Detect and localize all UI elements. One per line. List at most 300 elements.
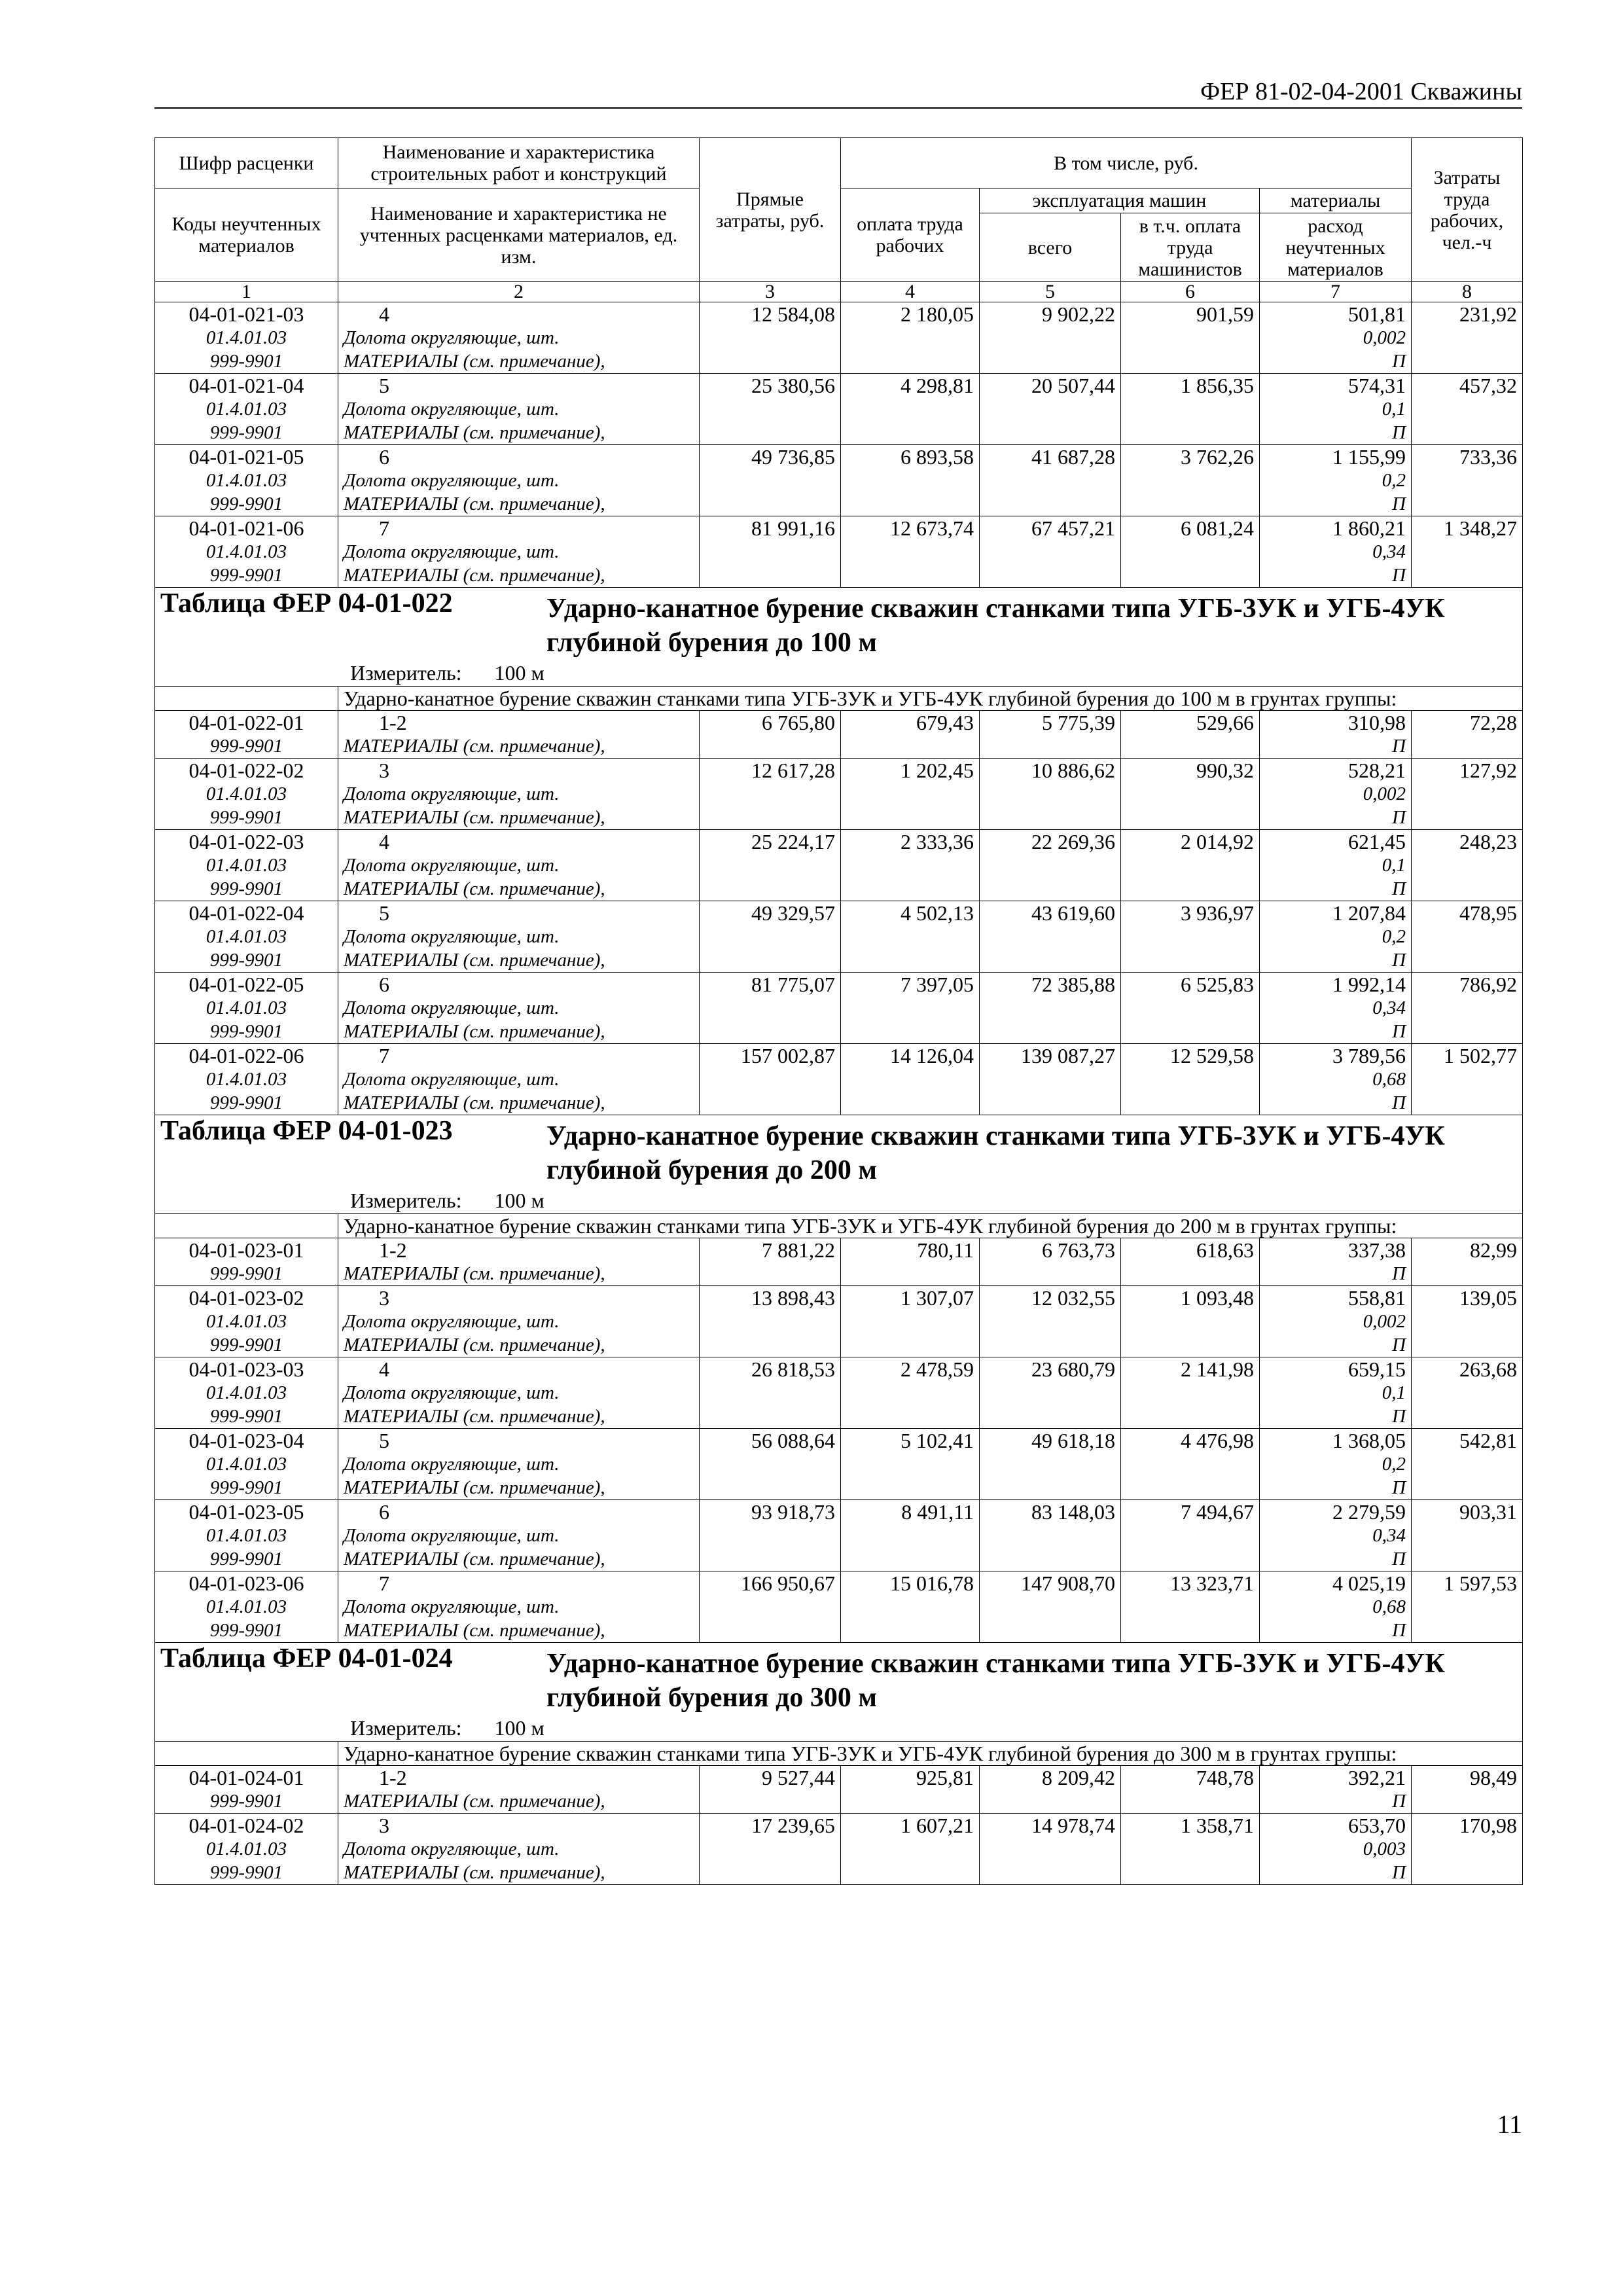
labor-cost: 478,95 [1412,901,1523,973]
material-code: 999-9901 [209,1549,283,1570]
wage-cost: 679,43 [841,711,980,759]
code-cell [155,973,338,1044]
header-machine-total: всего [980,213,1121,282]
material-amount: П [1392,1263,1406,1284]
direct-cost: 166 950,67 [700,1571,841,1643]
name-cell [338,1766,700,1814]
table-row [155,1044,1523,1115]
meter-line [160,1187,1517,1213]
rate-name: 5 [379,1429,389,1452]
rate-code: 04-01-023-02 [188,1286,304,1310]
materials-cell [1260,1357,1412,1429]
machine-wage-cost: 7 494,67 [1121,1500,1260,1571]
wage-cost: 1 307,07 [841,1286,980,1357]
material-name: МАТЕРИАЛЫ (см. примечание), [344,1862,605,1883]
header-name-bottom: Наименование и характеристика не учтенных расценками материалов, ед. изм. [338,188,700,282]
rate-name: 3 [379,1286,389,1310]
wage-cost: 2 478,59 [841,1357,980,1429]
wage-cost: 4 298,81 [841,374,980,445]
material-code: 01.4.01.03 [205,1454,287,1475]
materials-cost: 501,81 [1348,302,1406,326]
wage-cost: 5 102,41 [841,1429,980,1500]
machine-wage-cost: 3 936,97 [1121,901,1260,973]
meter-line [160,660,1517,686]
column-number: 6 [1121,282,1260,302]
machine-wage-cost: 13 323,71 [1121,1571,1260,1643]
material-code: 01.4.01.03 [205,327,287,348]
materials-cost: 1 992,14 [1332,973,1406,996]
name-cell [338,1238,700,1286]
direct-cost: 81 775,07 [700,973,841,1044]
materials-cell [1260,302,1412,374]
code-cell [155,1357,338,1429]
material-name: Долота округляющие, шт. [344,541,560,562]
rate-code: 04-01-022-04 [188,901,304,925]
material-code: 01.4.01.03 [205,399,287,420]
table-row [155,302,1523,374]
rate-name: 4 [379,830,389,853]
material-amount: П [1392,878,1406,899]
material-name: Долота округляющие, шт. [344,1596,560,1617]
materials-cost: 528,21 [1348,759,1406,782]
name-cell [338,1044,700,1115]
rate-code: 04-01-023-04 [188,1429,304,1452]
code-cell [155,516,338,588]
header-code-bottom: Коды неучтенных материалов [155,188,338,282]
code-cell [155,302,338,374]
material-code: 999-9901 [209,1477,283,1498]
column-number: 1 [155,282,338,302]
material-amount: 0,1 [1382,399,1406,420]
table-title-row [155,588,1523,687]
material-code: 01.4.01.03 [205,1596,287,1617]
material-name: Долота округляющие, шт. [344,1525,560,1546]
machine-cost: 8 209,42 [980,1766,1121,1814]
labor-cost: 127,92 [1412,759,1523,830]
material-amount: 0,34 [1372,541,1406,562]
machine-cost: 9 902,22 [980,302,1121,374]
empty-cell [155,1214,338,1238]
machine-cost: 43 619,60 [980,901,1121,973]
table-label: Таблица ФЕР 04-01-023 [160,1116,453,1146]
table-row [155,1286,1523,1357]
column-number: 3 [700,282,841,302]
material-code: 01.4.01.03 [205,1382,287,1403]
rate-code: 04-01-024-02 [188,1814,304,1837]
material-code: 999-9901 [209,1092,283,1113]
table-row [155,1238,1523,1286]
material-amount: 0,002 [1363,327,1406,348]
material-amount: 0,1 [1382,855,1406,876]
labor-cost: 733,36 [1412,445,1523,516]
labor-cost: 248,23 [1412,830,1523,901]
material-code: 999-9901 [209,1335,283,1355]
column-number: 7 [1260,282,1412,302]
name-cell [338,1814,700,1885]
labor-cost: 231,92 [1412,302,1523,374]
direct-cost: 81 991,16 [700,516,841,588]
machine-wage-cost: 3 762,26 [1121,445,1260,516]
material-code: 999-9901 [209,1620,283,1641]
materials-cell [1260,516,1412,588]
rate-name: 6 [379,973,389,996]
machine-wage-cost: 529,66 [1121,711,1260,759]
code-cell [155,711,338,759]
name-cell [338,973,700,1044]
material-name: МАТЕРИАЛЫ (см. примечание), [344,1335,605,1355]
material-code: 999-9901 [209,1406,283,1427]
empty-cell [155,687,338,711]
rate-code: 04-01-021-04 [188,374,304,397]
code-cell [155,901,338,973]
material-code: 999-9901 [209,422,283,443]
machine-wage-cost: 618,63 [1121,1238,1260,1286]
material-name: МАТЕРИАЛЫ (см. примечание), [344,736,605,757]
materials-cell [1260,830,1412,901]
table-row [155,901,1523,973]
column-number: 2 [338,282,700,302]
direct-cost: 26 818,53 [700,1357,841,1429]
page-header: ФЕР 81-02-04-2001 Скважины [154,77,1522,109]
table-row [155,374,1523,445]
machine-cost: 14 978,74 [980,1814,1121,1885]
material-amount: 0,34 [1372,1525,1406,1546]
table-title [155,588,1523,687]
rate-name: 7 [379,1044,389,1067]
machine-wage-cost: 748,78 [1121,1766,1260,1814]
table-row [155,445,1523,516]
table-description: Ударно-канатное бурение скважин станками типа УГБ-3УК и УГБ-4УК глубиной бурения до 300 м в грунтах группы: [338,1742,1523,1766]
materials-cell [1260,1571,1412,1643]
rate-name: 1-2 [379,1766,407,1789]
materials-cell [1260,1429,1412,1500]
material-amount: 0,1 [1382,1382,1406,1403]
wage-cost: 780,11 [841,1238,980,1286]
direct-cost: 7 881,22 [700,1238,841,1286]
material-amount: 0,002 [1363,1311,1406,1332]
machine-cost: 67 457,21 [980,516,1121,588]
machine-cost: 23 680,79 [980,1357,1121,1429]
material-code: 01.4.01.03 [205,541,287,562]
header-materials-sub: расход неучтенных материалов [1260,213,1412,282]
direct-cost: 12 617,28 [700,759,841,830]
machine-cost: 12 032,55 [980,1286,1121,1357]
table-label: Таблица ФЕР 04-01-024 [160,1643,453,1674]
material-name: МАТЕРИАЛЫ (см. примечание), [344,950,605,971]
direct-cost: 13 898,43 [700,1286,841,1357]
rate-name: 7 [379,516,389,540]
materials-cell [1260,445,1412,516]
material-name: Долота округляющие, шт. [344,1311,560,1332]
material-amount: 0,68 [1372,1069,1406,1090]
material-name: Долота округляющие, шт. [344,783,560,804]
table-caption: Ударно-канатное бурение скважин станками типа УГБ-3УК и УГБ-4УК глубиной бурения до 100 м [546,594,1445,658]
machine-wage-cost: 12 529,58 [1121,1044,1260,1115]
meter-value: 100 м [494,661,544,685]
rate-name: 1-2 [379,711,407,734]
table-row [155,711,1523,759]
rate-code: 04-01-022-06 [188,1044,304,1067]
name-cell [338,711,700,759]
rate-code: 04-01-021-05 [188,445,304,469]
code-cell [155,445,338,516]
materials-cell [1260,1286,1412,1357]
column-numbers-row [155,282,1523,302]
labor-cost: 82,99 [1412,1238,1523,1286]
wage-cost: 12 673,74 [841,516,980,588]
material-amount: П [1392,1092,1406,1113]
table-caption: Ударно-канатное бурение скважин станками типа УГБ-3УК и УГБ-4УК глубиной бурения до 300 м [546,1649,1445,1713]
material-name: Долота округляющие, шт. [344,1382,560,1403]
material-name: МАТЕРИАЛЫ (см. примечание), [344,351,605,372]
material-amount: П [1392,1620,1406,1641]
rate-name: 6 [379,1500,389,1524]
name-cell [338,374,700,445]
materials-cell [1260,1814,1412,1885]
labor-cost: 1 348,27 [1412,516,1523,588]
machine-wage-cost: 1 856,35 [1121,374,1260,445]
wage-cost: 6 893,58 [841,445,980,516]
material-code: 01.4.01.03 [205,1839,287,1859]
labor-cost: 1 597,53 [1412,1571,1523,1643]
direct-cost: 12 584,08 [700,302,841,374]
wage-cost: 925,81 [841,1766,980,1814]
machine-wage-cost: 6 081,24 [1121,516,1260,588]
column-number: 5 [980,282,1121,302]
machine-cost: 20 507,44 [980,374,1121,445]
rate-name: 5 [379,374,389,397]
table-row [155,1429,1523,1500]
rate-name: 3 [379,759,389,782]
rate-name: 6 [379,445,389,469]
material-name: МАТЕРИАЛЫ (см. примечание), [344,1620,605,1641]
code-cell [155,759,338,830]
materials-cost: 653,70 [1348,1814,1406,1837]
machine-wage-cost: 6 525,83 [1121,973,1260,1044]
table-label: Таблица ФЕР 04-01-022 [160,588,453,619]
materials-cost: 1 860,21 [1332,516,1406,540]
material-name: МАТЕРИАЛЫ (см. примечание), [344,1092,605,1113]
material-name: Долота округляющие, шт. [344,1069,560,1090]
table-caption: Ударно-канатное бурение скважин станками типа УГБ-3УК и УГБ-4УК глубиной бурения до 200 м [546,1121,1445,1185]
material-amount: П [1392,493,1406,514]
rate-name: 7 [379,1571,389,1595]
material-code: 01.4.01.03 [205,1311,287,1332]
machine-cost: 22 269,36 [980,830,1121,901]
name-cell [338,1286,700,1357]
labor-cost: 457,32 [1412,374,1523,445]
material-amount: 0,003 [1363,1839,1406,1859]
material-code: 999-9901 [209,878,283,899]
material-amount: П [1392,736,1406,757]
code-cell [155,1766,338,1814]
material-code: 01.4.01.03 [205,783,287,804]
material-name: Долота округляющие, шт. [344,997,560,1018]
material-amount: П [1392,1335,1406,1355]
materials-cell [1260,973,1412,1044]
material-amount: П [1392,950,1406,971]
materials-cost: 392,21 [1348,1766,1406,1789]
labor-cost: 98,49 [1412,1766,1523,1814]
table-title-row [155,1115,1523,1214]
machine-wage-cost: 1 093,48 [1121,1286,1260,1357]
machine-cost: 41 687,28 [980,445,1121,516]
materials-cost: 1 155,99 [1332,445,1406,469]
labor-cost: 542,81 [1412,1429,1523,1500]
machine-wage-cost: 990,32 [1121,759,1260,830]
labor-cost: 263,68 [1412,1357,1523,1429]
table-title-row [155,1643,1523,1742]
meter-value: 100 м [494,1716,544,1740]
materials-cell [1260,374,1412,445]
name-cell [338,1357,700,1429]
rate-code: 04-01-023-05 [188,1500,304,1524]
table-title [155,1643,1523,1742]
material-amount: П [1392,1021,1406,1042]
header-direct: Прямые затраты, руб. [700,138,841,282]
material-amount: 0,34 [1372,997,1406,1018]
name-cell [338,830,700,901]
material-amount: П [1392,565,1406,586]
rate-code: 04-01-021-06 [188,516,304,540]
header-materials: материалы [1260,188,1412,213]
rate-code: 04-01-024-01 [188,1766,304,1789]
machine-wage-cost: 2 014,92 [1121,830,1260,901]
material-name: МАТЕРИАЛЫ (см. примечание), [344,1549,605,1570]
material-code: 01.4.01.03 [205,855,287,876]
materials-cost: 2 279,59 [1332,1500,1406,1524]
code-cell [155,1571,338,1643]
material-code: 999-9901 [209,565,283,586]
header-labor: Затраты труда рабочих, чел.-ч [1412,138,1523,282]
material-name: Долота округляющие, шт. [344,327,560,348]
name-cell [338,759,700,830]
description-row [155,687,1523,711]
material-amount: 0,002 [1363,783,1406,804]
machine-wage-cost: 1 358,71 [1121,1814,1260,1885]
material-code: 999-9901 [209,736,283,757]
material-name: МАТЕРИАЛЫ (см. примечание), [344,422,605,443]
rate-code: 04-01-021-03 [188,302,304,326]
header-machine: эксплуатация машин [980,188,1260,213]
labor-cost: 72,28 [1412,711,1523,759]
wage-cost: 7 397,05 [841,973,980,1044]
materials-cost: 1 207,84 [1332,901,1406,925]
material-amount: П [1392,422,1406,443]
labor-cost: 903,31 [1412,1500,1523,1571]
table-row [155,516,1523,588]
material-name: МАТЕРИАЛЫ (см. примечание), [344,1263,605,1284]
table-row [155,1357,1523,1429]
wage-cost: 14 126,04 [841,1044,980,1115]
name-cell [338,516,700,588]
machine-cost: 139 087,27 [980,1044,1121,1115]
rate-name: 1-2 [379,1238,407,1262]
wage-cost: 1 607,21 [841,1814,980,1885]
direct-cost: 25 380,56 [700,374,841,445]
material-amount: П [1392,351,1406,372]
table-row [155,830,1523,901]
meter-line [160,1715,1517,1741]
material-code: 999-9901 [209,950,283,971]
material-amount: 0,2 [1382,470,1406,491]
rate-code: 04-01-022-01 [188,711,304,734]
material-name: МАТЕРИАЛЫ (см. примечание), [344,1477,605,1498]
machine-wage-cost: 4 476,98 [1121,1429,1260,1500]
column-number: 4 [841,282,980,302]
direct-cost: 49 329,57 [700,901,841,973]
materials-cost: 574,31 [1348,374,1406,397]
material-amount: 0,2 [1382,1454,1406,1475]
wage-cost: 8 491,11 [841,1500,980,1571]
name-cell [338,901,700,973]
material-code: 999-9901 [209,1021,283,1042]
machine-cost: 83 148,03 [980,1500,1121,1571]
machine-cost: 72 385,88 [980,973,1121,1044]
machine-wage-cost: 2 141,98 [1121,1357,1260,1429]
material-name: Долота округляющие, шт. [344,855,560,876]
materials-cell [1260,711,1412,759]
material-name: МАТЕРИАЛЫ (см. примечание), [344,878,605,899]
direct-cost: 6 765,80 [700,711,841,759]
materials-cell [1260,1044,1412,1115]
materials-cost: 4 025,19 [1332,1571,1406,1595]
material-code: 01.4.01.03 [205,470,287,491]
table-row [155,759,1523,830]
material-name: МАТЕРИАЛЫ (см. примечание), [344,1791,605,1812]
materials-cost: 337,38 [1348,1238,1406,1262]
empty-cell [155,1742,338,1766]
header-incl: В том числе, руб. [841,138,1412,188]
table-row [155,1500,1523,1571]
material-code: 999-9901 [209,1791,283,1812]
labor-cost: 170,98 [1412,1814,1523,1885]
header-machine-wage: в т.ч. оплата труда машинистов [1121,213,1260,282]
price-table [154,137,1523,1885]
code-cell [155,1044,338,1115]
materials-cell [1260,1766,1412,1814]
rate-code: 04-01-022-02 [188,759,304,782]
code-cell [155,1814,338,1885]
meter-value: 100 м [494,1189,544,1212]
table-title [155,1115,1523,1214]
meter-label: Измеритель: [350,661,462,685]
materials-cell [1260,901,1412,973]
direct-cost: 93 918,73 [700,1500,841,1571]
material-name: Долота округляющие, шт. [344,1454,560,1475]
wage-cost: 15 016,78 [841,1571,980,1643]
code-cell [155,830,338,901]
name-cell [338,445,700,516]
wage-cost: 4 502,13 [841,901,980,973]
material-code: 999-9901 [209,1862,283,1883]
page-number: 11 [1497,2109,1522,2139]
meter-label: Измеритель: [350,1716,462,1740]
material-name: МАТЕРИАЛЫ (см. примечание), [344,1021,605,1042]
material-amount: П [1392,1549,1406,1570]
code-cell [155,1500,338,1571]
material-amount: П [1392,1477,1406,1498]
rate-name: 5 [379,901,389,925]
name-cell [338,1500,700,1571]
materials-cost: 659,15 [1348,1357,1406,1381]
materials-cell [1260,1238,1412,1286]
description-row [155,1742,1523,1766]
material-code: 01.4.01.03 [205,997,287,1018]
header-code-top: Шифр расценки [155,138,338,188]
materials-cost: 1 368,05 [1332,1429,1406,1452]
material-code: 01.4.01.03 [205,926,287,947]
